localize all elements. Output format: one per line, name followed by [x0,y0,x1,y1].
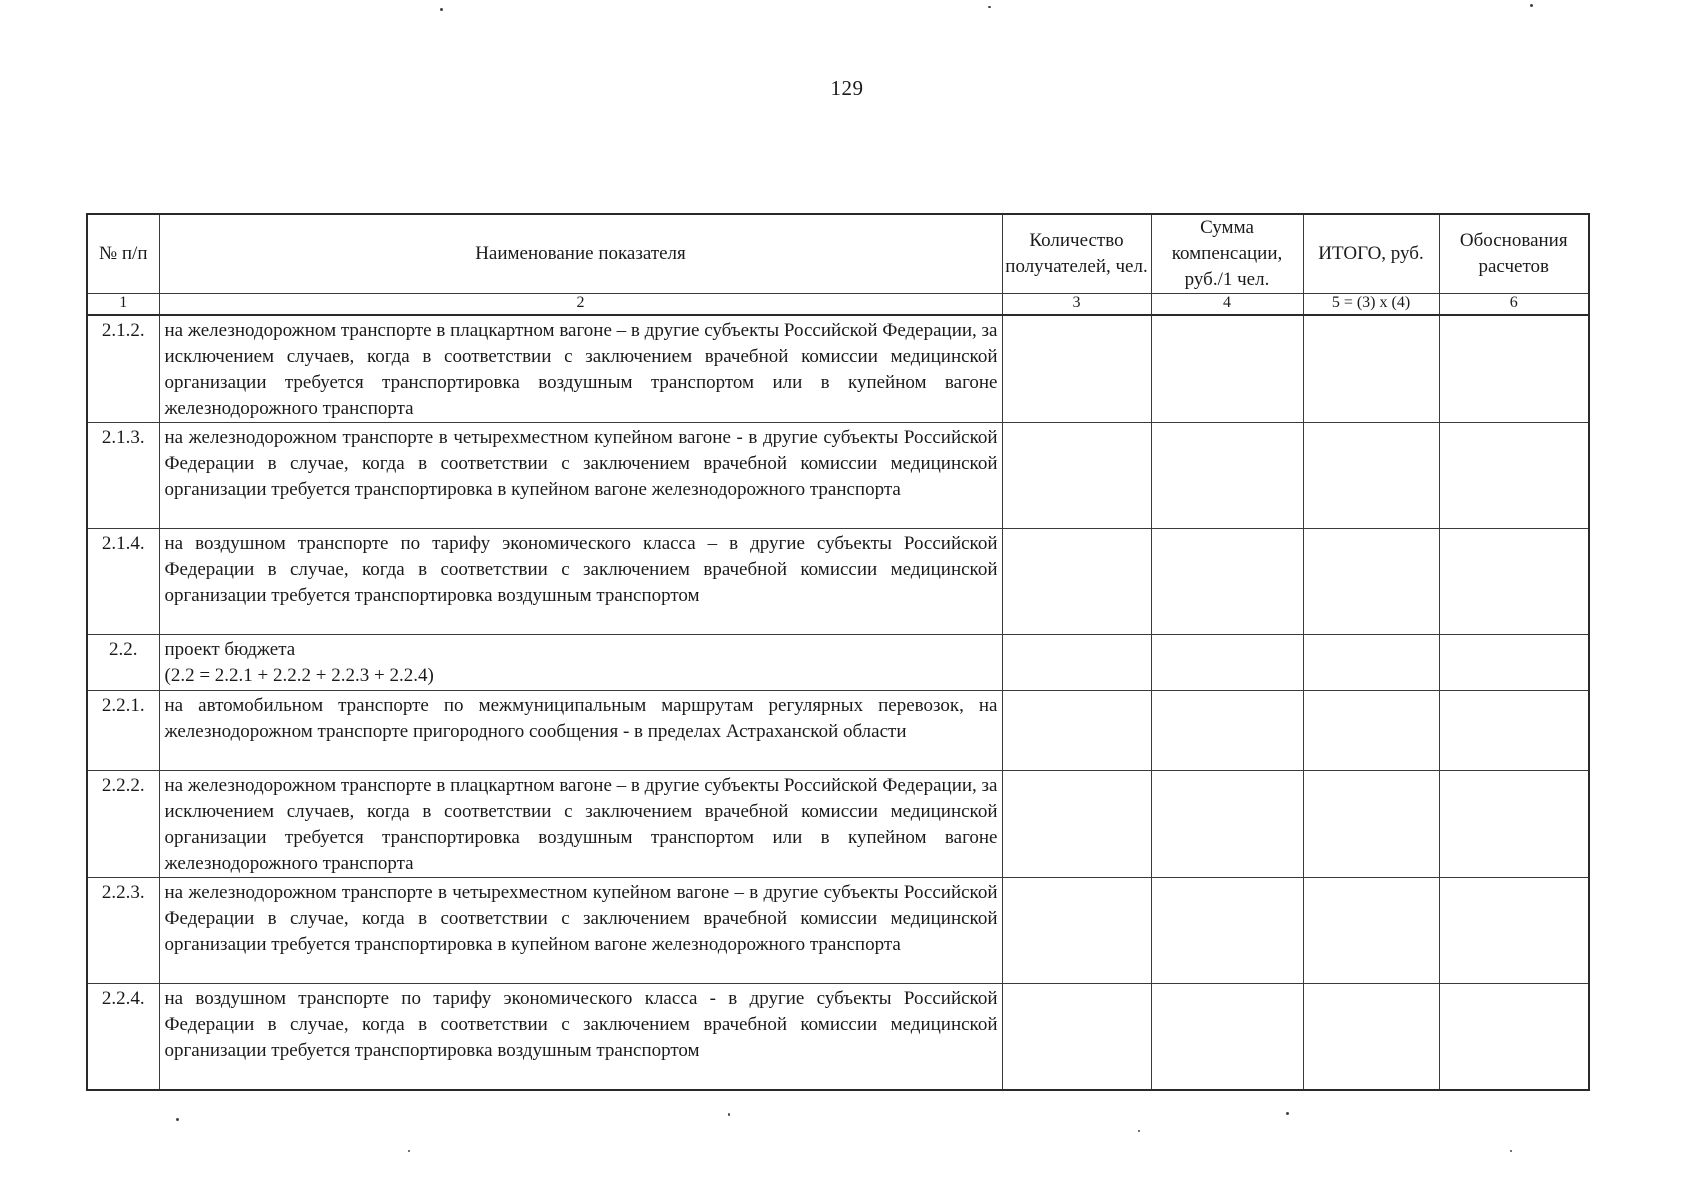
justification-cell [1439,984,1589,1090]
total-cell [1303,423,1439,529]
table-row [87,529,1589,635]
header-compensation-sum: Сумма компенсации, руб./1 чел. [1151,214,1303,294]
scan-speck [440,8,443,11]
justification-cell [1439,635,1589,691]
table-header-row [87,214,1589,294]
compensation-cell [1151,984,1303,1090]
row-name: на автомобильном транспорте по межмуниципальным маршрутам регулярных перевозок, на железнодорожном транспорте пригородного сообщения - в пределах Астраханской области [159,691,1002,771]
column-number: 2 [159,294,1002,316]
column-numbers-row [87,294,1589,316]
scan-speck [1510,1150,1512,1152]
compensation-cell [1151,635,1303,691]
row-name: на железнодорожном транспорте в четырехместном купейном вагоне - в другие субъекты Российской Федерации в случае, когда в соответствии с заключением врачебной комиссии медицинской организации требуется транспортировка в купейном вагоне железнодорожного транспорта [159,423,1002,529]
table-row [87,315,1589,423]
total-cell [1303,984,1439,1090]
header-number: № п/п [87,214,159,294]
compensation-cell [1151,315,1303,423]
scan-speck [176,1118,179,1121]
header-indicator-name: Наименование показателя [159,214,1002,294]
table-row [87,635,1589,691]
compensation-cell [1151,529,1303,635]
total-cell [1303,878,1439,984]
compensation-cell [1151,878,1303,984]
budget-table [86,213,1590,1091]
compensation-cell [1151,423,1303,529]
row-number: 2.2.3. [87,878,159,984]
table-row [87,878,1589,984]
scan-speck [728,1113,730,1116]
recipients-cell [1002,635,1151,691]
compensation-cell [1151,771,1303,878]
scan-speck [988,6,991,8]
row-name: на железнодорожном транспорте в плацкартном вагоне – в другие субъекты Российской Федерации, за исключением случаев, когда в соответствии с заключением врачебной комиссии медицинской организации требуется транспортировка воздушным транспортом или в купейном вагоне железнодорожного транспорта [159,771,1002,878]
table-row [87,423,1589,529]
row-number: 2.1.4. [87,529,159,635]
column-number: 4 [1151,294,1303,316]
total-cell [1303,635,1439,691]
total-cell [1303,771,1439,878]
column-number: 5 = (3) x (4) [1303,294,1439,316]
recipients-cell [1002,529,1151,635]
table-row [87,984,1589,1090]
row-number: 2.2.4. [87,984,159,1090]
row-name-text: проект бюджета [164,639,296,660]
scan-speck [1138,1130,1140,1132]
recipients-cell [1002,423,1151,529]
row-number: 2.1.3. [87,423,159,529]
total-cell [1303,691,1439,771]
recipients-cell [1002,984,1151,1090]
row-number: 2.2. [87,635,159,691]
row-name [159,635,1002,691]
column-number: 3 [1002,294,1151,316]
justification-cell [1439,529,1589,635]
column-number: 6 [1439,294,1589,316]
total-cell [1303,315,1439,423]
column-number: 1 [87,294,159,316]
row-name: на воздушном транспорте по тарифу экономического класса - в другие субъекты Российской Федерации в случае, когда в соответствии с заключением врачебной комиссии медицинской организации требуется транспортировка воздушным транспортом [159,984,1002,1090]
justification-cell [1439,315,1589,423]
header-justification: Обоснования расчетов [1439,214,1589,294]
row-number: 2.1.2. [87,315,159,423]
recipients-cell [1002,771,1151,878]
scan-speck [1286,1112,1289,1115]
header-total: ИТОГО, руб. [1303,214,1439,294]
total-cell [1303,529,1439,635]
recipients-cell [1002,878,1151,984]
recipients-cell [1002,691,1151,771]
header-recipients-count: Количество получателей, чел. [1002,214,1151,294]
scan-speck [1530,4,1533,7]
row-formula: (2.2 = 2.2.1 + 2.2.2 + 2.2.3 + 2.2.4) [164,665,434,686]
row-name: на железнодорожном транспорте в плацкартном вагоне – в другие субъекты Российской Федерации, за исключением случаев, когда в соответствии с заключением врачебной комиссии медицинской организации требуется транспортировка воздушным транспортом или в купейном вагоне железнодорожного транспорта [159,315,1002,423]
justification-cell [1439,423,1589,529]
row-name: на воздушном транспорте по тарифу экономического класса – в другие субъекты Российской Федерации в случае, когда в соответствии с заключением врачебной комиссии медицинской организации требуется транспортировка воздушным транспортом [159,529,1002,635]
recipients-cell [1002,315,1151,423]
row-number: 2.2.1. [87,691,159,771]
row-name: на железнодорожном транспорте в четырехместном купейном вагоне – в другие субъекты Российской Федерации в случае, когда в соответствии с заключением врачебной комиссии медицинской организации требуется транспортировка в купейном вагоне железнодорожного транспорта [159,878,1002,984]
table-row [87,771,1589,878]
table-row [87,691,1589,771]
justification-cell [1439,878,1589,984]
justification-cell [1439,771,1589,878]
page-number: 129 [830,76,864,100]
row-number: 2.2.2. [87,771,159,878]
justification-cell [1439,691,1589,771]
scan-speck [408,1150,410,1152]
compensation-cell [1151,691,1303,771]
